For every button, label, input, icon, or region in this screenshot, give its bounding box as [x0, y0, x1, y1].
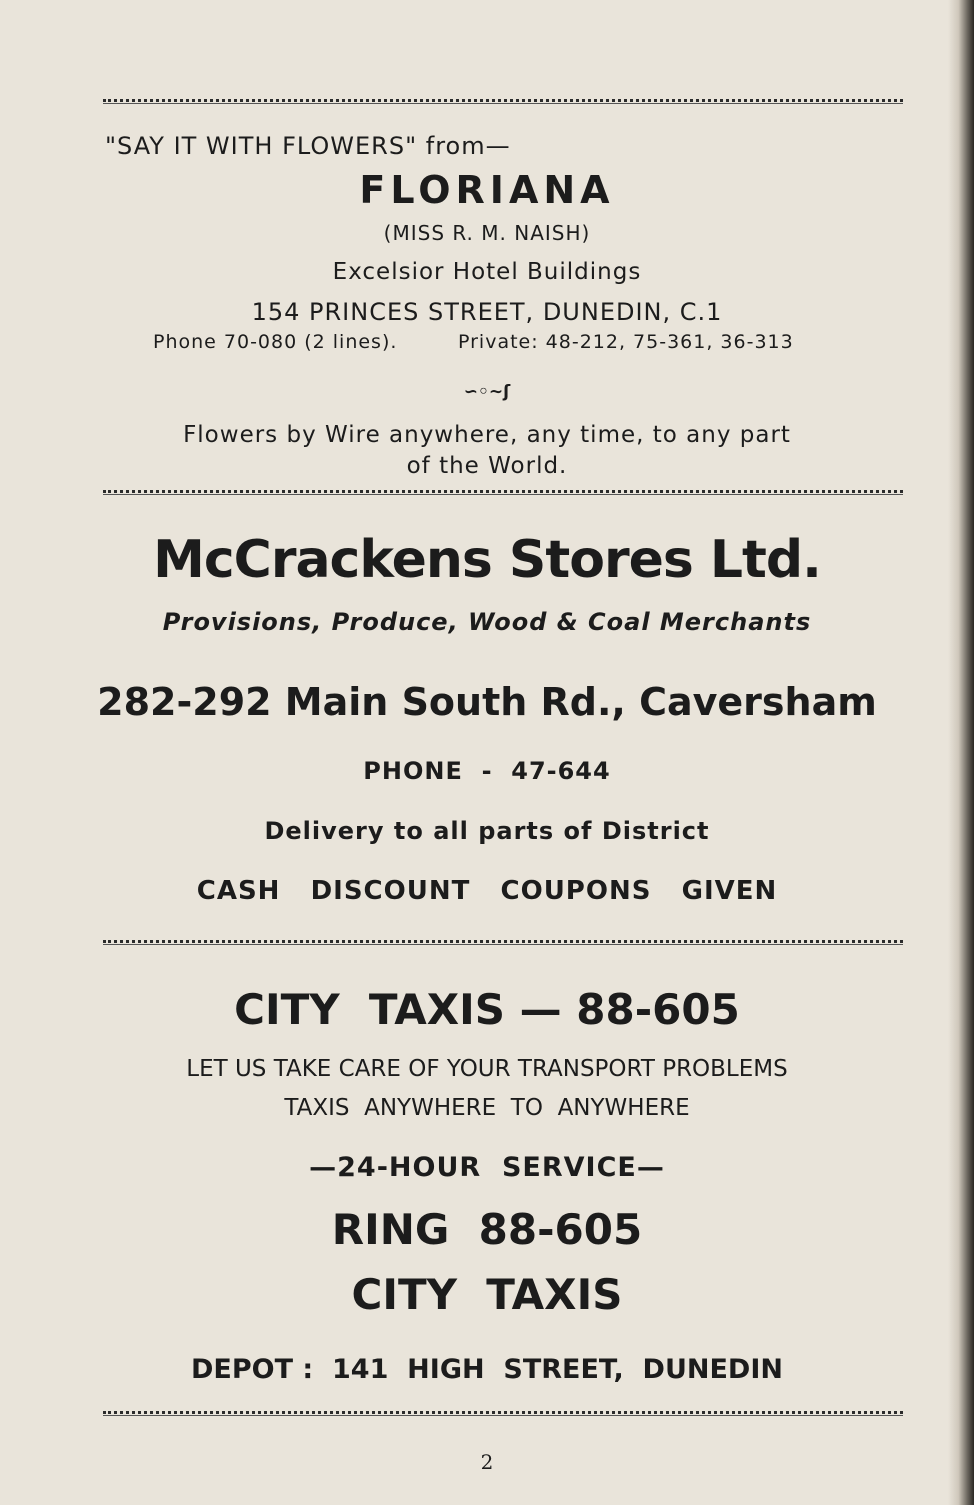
mccrackens-name: McCrackens Stores Ltd.	[153, 530, 821, 590]
mccrackens-delivery: Delivery to all parts of District	[264, 817, 710, 845]
city-taxis-ring: RING 88-605	[331, 1205, 643, 1254]
divider-top	[103, 99, 903, 104]
mccrackens-trade: Provisions, Produce, Wood & Coal Merchants	[162, 608, 812, 636]
floriana-ornament: ∽◦∼ʃ	[463, 382, 511, 402]
page-number: 2	[480, 1450, 494, 1474]
mccrackens-coupons: CASH DISCOUNT COUPONS GIVEN	[196, 876, 778, 906]
city-taxis-headline: CITY TAXIS — 88-605	[234, 985, 740, 1034]
mccrackens-phone: PHONE - 47-644	[363, 757, 611, 785]
floriana-name: FLORIANA	[359, 168, 615, 212]
floriana-wire-line2: of the World.	[406, 453, 568, 479]
floriana-proprietor: (MISS R. M. NAISH)	[383, 221, 591, 245]
city-taxis-service: —24-HOUR SERVICE—	[309, 1152, 665, 1183]
floriana-wire-line1: Flowers by Wire anywhere, any time, to any part	[183, 422, 791, 448]
city-taxis-name: CITY TAXIS	[351, 1270, 623, 1319]
mccrackens-address: 282-292 Main South Rd., Caversham	[97, 680, 877, 724]
city-taxis-depot: DEPOT : 141 HIGH STREET, DUNEDIN	[191, 1354, 783, 1385]
city-taxis-slogan2: TAXIS ANYWHERE TO ANYWHERE	[284, 1095, 690, 1121]
floriana-private-phone: Private: 48-212, 75-361, 36-313	[458, 331, 794, 353]
floriana-address: 154 PRINCES STREET, DUNEDIN, C.1	[251, 298, 723, 326]
city-taxis-slogan1: LET US TAKE CARE OF YOUR TRANSPORT PROBLEMS	[186, 1056, 788, 1082]
floriana-building: Excelsior Hotel Buildings	[332, 259, 642, 285]
floriana-tagline: "SAY IT WITH FLOWERS" from—	[105, 132, 511, 160]
divider-bottom	[103, 1411, 903, 1416]
divider-mccrackens	[103, 940, 903, 945]
divider-floriana	[103, 490, 903, 495]
floriana-phone: Phone 70-080 (2 lines).	[153, 331, 398, 353]
